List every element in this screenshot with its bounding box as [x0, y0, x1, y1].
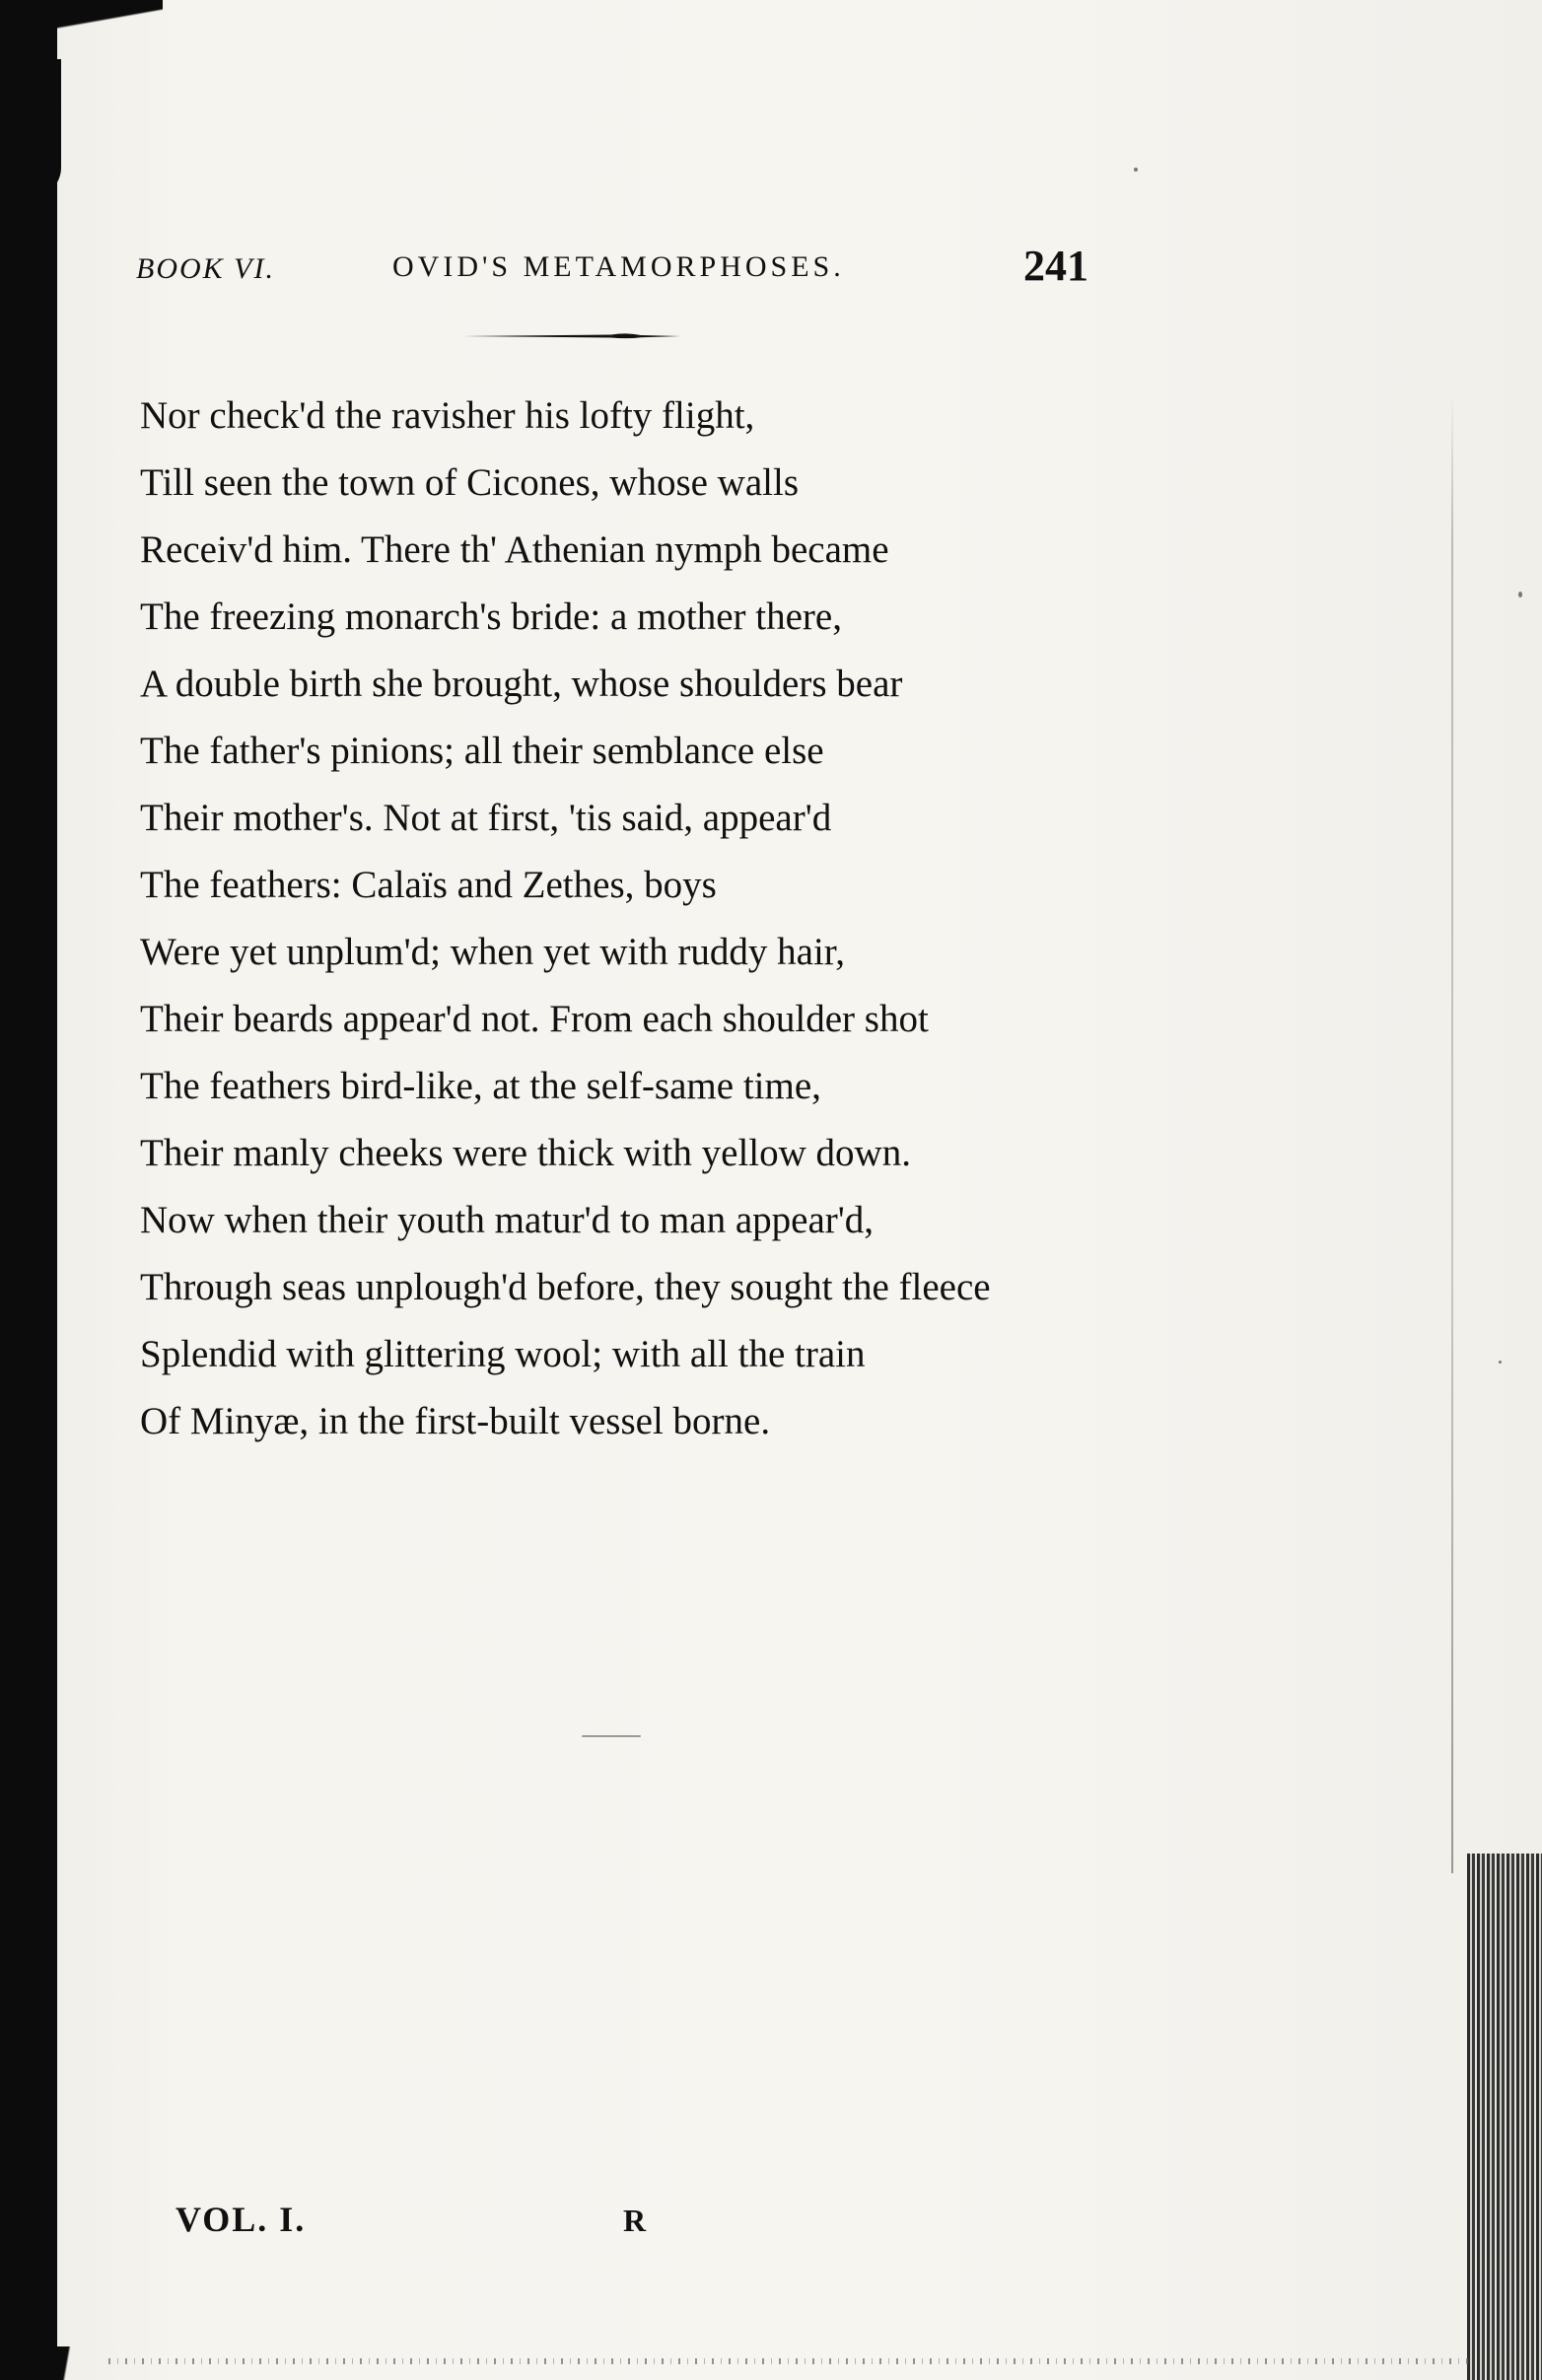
scan-speck	[1134, 168, 1138, 172]
binding-notch	[22, 59, 61, 197]
binding-edge	[0, 0, 57, 2380]
verse-line: Their manly cheeks were thick with yellow down.	[140, 1132, 911, 1174]
verse-line: Through seas unplough'd before, they sought the fleece	[140, 1266, 991, 1308]
verse-line: Were yet unplum'd; when yet with ruddy hair,	[140, 931, 845, 973]
verse-line: The feathers bird-like, at the self-same time,	[140, 1065, 821, 1107]
verse-line: Splendid with glittering wool; with all the train	[140, 1333, 866, 1375]
verse-line: Till seen the town of Cicones, whose walls	[140, 461, 800, 504]
signature-mark: R	[623, 2203, 647, 2238]
page-edge-line	[1451, 394, 1453, 1873]
page-edge-stack	[1467, 1854, 1542, 2380]
verse-line: Receiv'd him. There th' Athenian nymph became	[140, 528, 889, 571]
verse-line: Nor check'd the ravisher his lofty flight,	[140, 394, 755, 437]
scan-speck	[1499, 1361, 1502, 1364]
verse-line: Now when their youth matur'd to man appear'd,	[140, 1199, 875, 1241]
verse-line: A double birth she brought, whose shoulders bear	[140, 663, 903, 705]
ornamental-rule	[463, 331, 680, 341]
volume-mark: VOL. I.	[175, 2200, 307, 2239]
verse-line: The father's pinions; all their semblance else	[140, 730, 824, 772]
verse-line: Their beards appear'd not. From each shoulder shot	[140, 998, 929, 1040]
verse-line: The feathers: Calaïs and Zethes, boys	[140, 864, 717, 906]
running-header	[136, 241, 1122, 300]
header-book: BOOK VI.	[136, 252, 275, 285]
verse-line: Of Minyæ, in the first-built vessel borne.	[140, 1400, 771, 1442]
binding-foot	[0, 2346, 108, 2380]
bottom-scan-noise	[108, 2358, 1469, 2364]
page-number: 241	[1023, 242, 1088, 290]
verse-line: Their mother's. Not at first, 'tis said, appear'd	[140, 797, 832, 839]
header-title: OVID'S METAMORPHOSES.	[392, 250, 845, 283]
verse-block	[140, 383, 1323, 1455]
scan-speck	[1518, 592, 1522, 597]
scan-speck	[582, 1735, 641, 1737]
verse-line: The freezing monarch's bride: a mother there,	[140, 595, 842, 638]
